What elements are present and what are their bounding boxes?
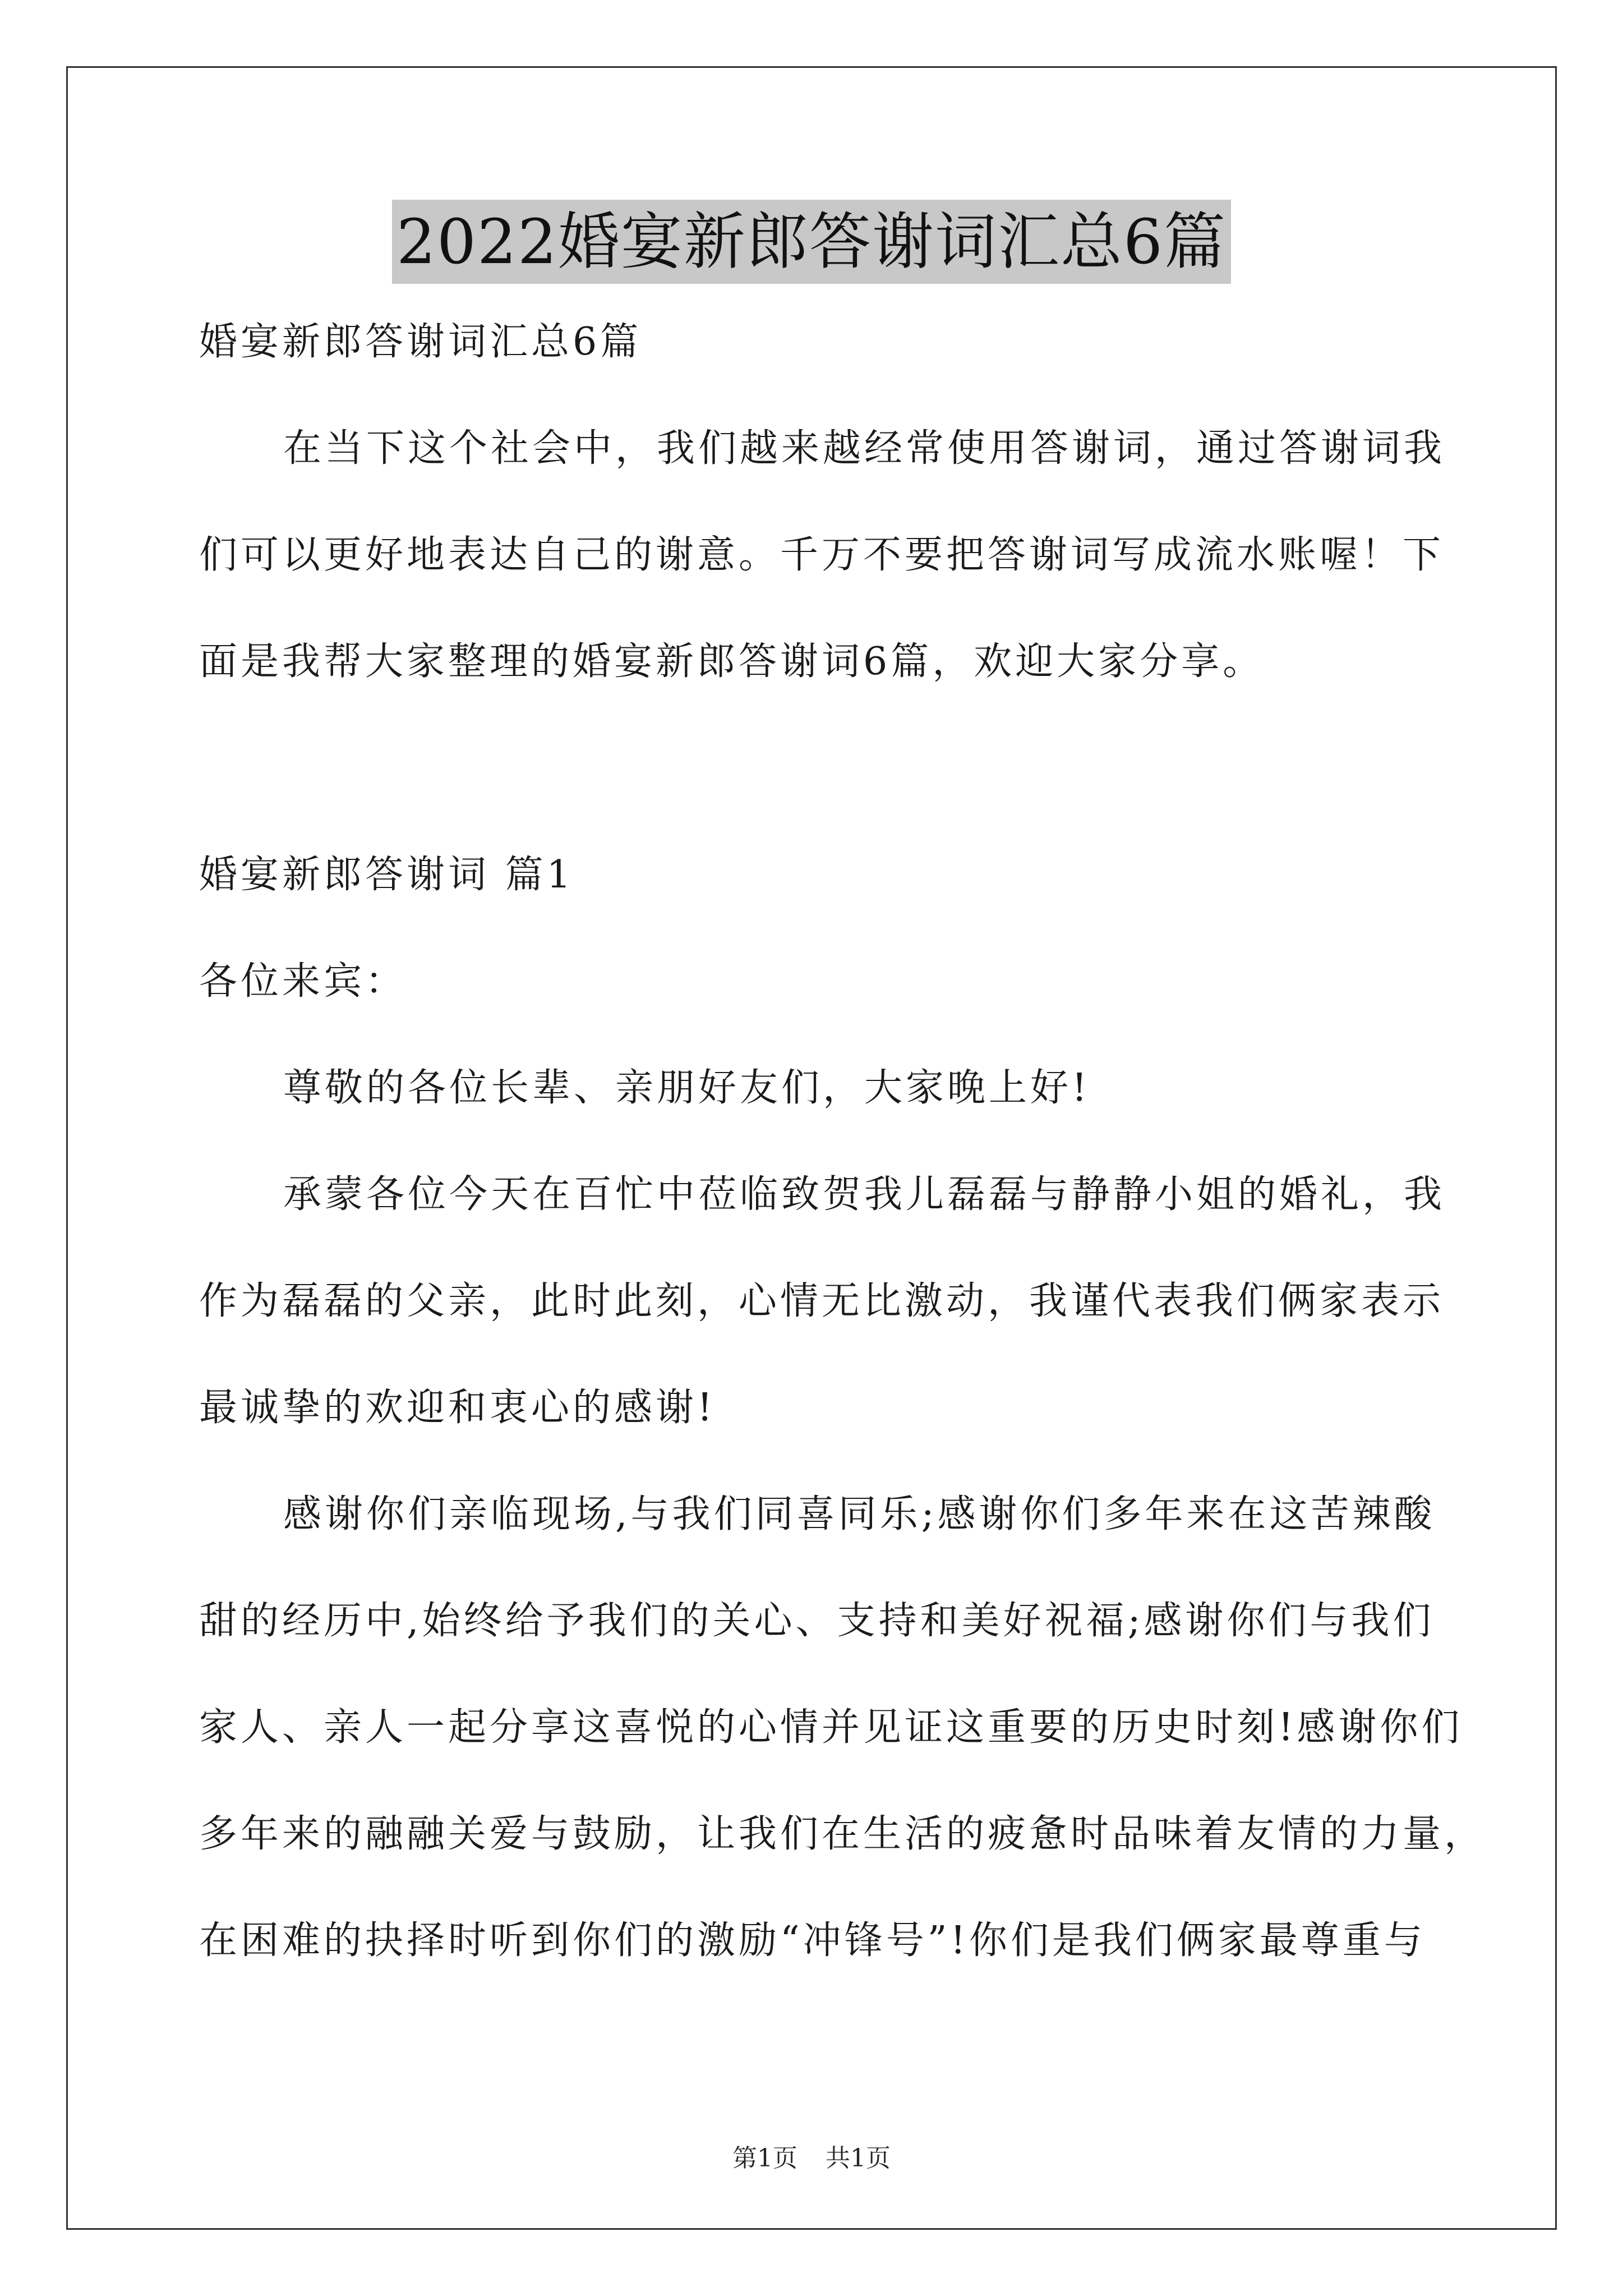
salutation-line: 各位来宾： — [199, 959, 407, 1004]
paragraph-line: 感谢你们亲临现场,与我们同喜同乐;感谢你们多年来在这苦辣酸 — [283, 1492, 1436, 1536]
page-number: 第1页 — [732, 2144, 797, 2173]
paragraph-line: 家人、亲人一起分享这喜悦的心情并见证这重要的历史时刻!感谢你们 — [199, 1705, 1463, 1750]
page-footer — [0, 2142, 1623, 2175]
intro-line-1: 在当下这个社会中，我们越来越经常使用答谢词，通过答谢词我 — [283, 426, 1446, 471]
paragraph-line: 作为磊磊的父亲，此时此刻，心情无比激动，我谨代表我们俩家表示 — [199, 1279, 1445, 1323]
paragraph-line: 承蒙各位今天在百忙中莅临致贺我儿磊磊与静静小姐的婚礼，我 — [283, 1172, 1446, 1217]
intro-line-3: 面是我帮大家整理的婚宴新郎答谢词6篇，欢迎大家分享。 — [199, 639, 1265, 684]
subtitle-line: 婚宴新郎答谢词汇总6篇 — [199, 320, 642, 364]
page-total: 共1页 — [826, 2144, 891, 2173]
paragraph-line: 多年来的融融关爱与鼓励，让我们在生活的疲惫时品味着友情的力量， — [199, 1812, 1486, 1856]
paragraph-line: 在困难的抉择时听到你们的激励“冲锋号”!你们是我们俩家最尊重与 — [199, 1918, 1426, 1963]
page-border — [66, 66, 1557, 2230]
section-heading: 婚宴新郎答谢词 篇1 — [199, 853, 574, 897]
intro-line-2: 们可以更好地表达自己的谢意。千万不要把答谢词写成流水账喔！下 — [199, 533, 1445, 577]
title-container — [0, 200, 1623, 284]
paragraph-line: 甜的经历中,始终给予我们的关心、支持和美好祝福;感谢你们与我们 — [199, 1599, 1435, 1643]
greeting-line: 尊敬的各位长辈、亲朋好友们，大家晚上好! — [283, 1066, 1091, 1110]
document-title: 2022婚宴新郎答谢词汇总6篇 — [392, 200, 1231, 284]
paragraph-line: 最诚挚的欢迎和衷心的感谢! — [199, 1386, 716, 1430]
